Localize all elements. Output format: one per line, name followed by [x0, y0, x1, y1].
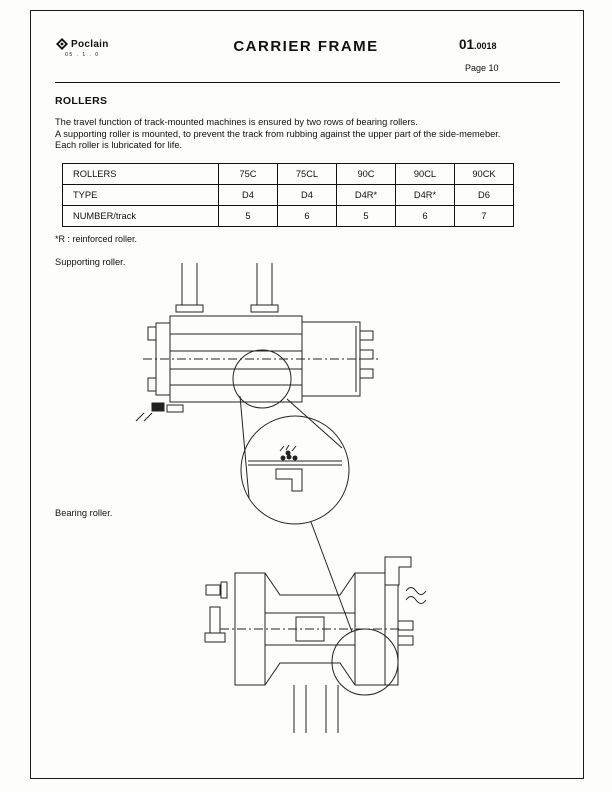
table-cell: 6 — [396, 206, 455, 227]
table-header-cell: ROLLERS — [63, 164, 219, 185]
table-cell: D4R* — [396, 185, 455, 206]
table-cell: NUMBER/track — [63, 206, 219, 227]
table-cell: D4 — [278, 185, 337, 206]
logo-text: Poclain — [71, 38, 109, 50]
doc-number: 01 — [459, 37, 475, 52]
doc-number-suffix: .0018 — [474, 41, 497, 51]
paragraph-line: A supporting roller is mounted, to prevent the track from rubbing against the upper part of the side-memeber. — [55, 128, 501, 139]
logo-subtext: 05 . 1 . 0 — [65, 52, 100, 58]
table-cell: D4R* — [337, 185, 396, 206]
table-cell: D4 — [219, 185, 278, 206]
table-row — [63, 185, 514, 206]
table-header-cell: 90C — [337, 164, 396, 185]
table-header-cell: 90CL — [396, 164, 455, 185]
supporting-roller-drawing — [136, 263, 378, 421]
table-cell: D6 — [455, 185, 514, 206]
page-number-label: Page 10 — [465, 63, 499, 73]
table-cell: 5 — [219, 206, 278, 227]
bearing-roller-label: Bearing roller. — [55, 508, 113, 518]
table-header-cell: 75C — [219, 164, 278, 185]
table-header-row — [63, 164, 514, 185]
table-header-cell: 75CL — [278, 164, 337, 185]
roller-figures — [40, 255, 560, 745]
table-row — [63, 206, 514, 227]
table-cell: 6 — [278, 206, 337, 227]
section-heading: ROLLERS — [55, 95, 108, 107]
doc-number-line — [459, 36, 499, 54]
table-cell: 5 — [337, 206, 396, 227]
table-header-cell: 90CK — [455, 164, 514, 185]
paragraph-line: Each roller is lubricated for life. — [55, 140, 183, 151]
bearing-roller-drawing — [205, 557, 426, 733]
table-footnote: *R : reinforced roller. — [55, 234, 138, 244]
detail-callout-drawing — [241, 416, 349, 524]
supporting-roller-label: Supporting roller. — [55, 257, 126, 267]
intro-paragraph — [55, 117, 500, 152]
header-divider — [55, 82, 560, 83]
paragraph-line: The travel function of track-mounted machines is ensured by two rows of bearing rollers. — [55, 117, 418, 127]
page-title: CARRIER FRAME — [233, 38, 379, 55]
document-reference — [459, 36, 499, 73]
rollers-table — [62, 163, 514, 227]
table-cell: TYPE — [63, 185, 219, 206]
table-cell: 7 — [455, 206, 514, 227]
seal-detail — [281, 451, 298, 461]
